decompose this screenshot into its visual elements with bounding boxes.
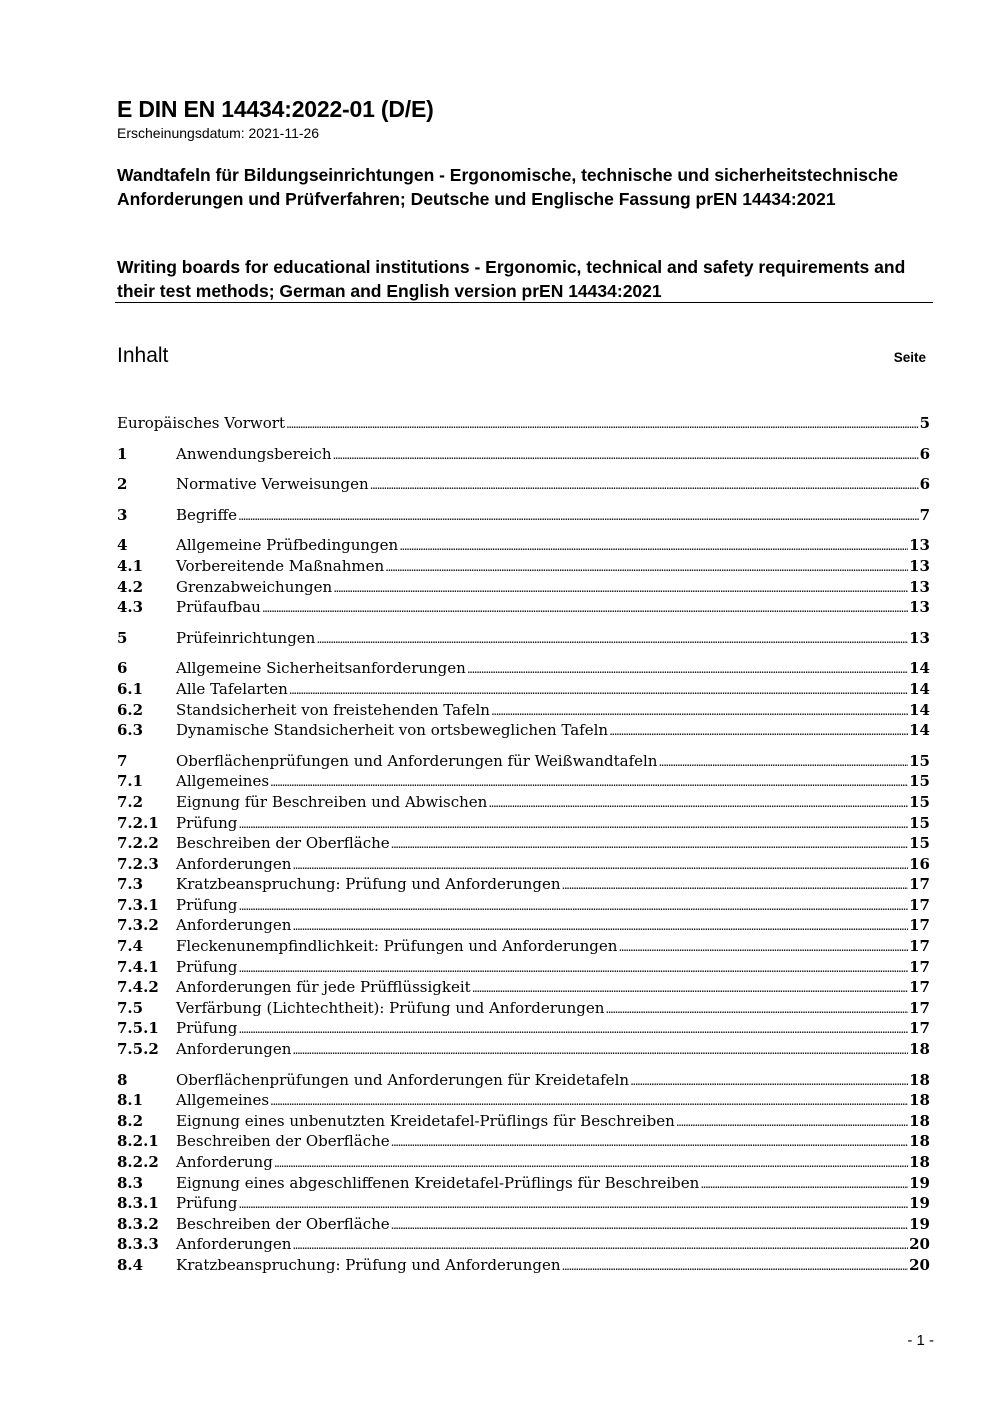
toc-entry[interactable] bbox=[117, 833, 930, 854]
toc-entry-title: Kratzbeanspruchung: Prüfung und Anforderungen bbox=[176, 1255, 561, 1274]
toc-entry-number: 8.3.2 bbox=[117, 1214, 159, 1233]
page-number: - 1 - bbox=[907, 1332, 934, 1349]
toc-entry-title: Dynamische Standsicherheit von ortsbeweglichen Tafeln bbox=[176, 721, 609, 740]
toc-entry-page: 16 bbox=[909, 854, 930, 873]
toc-entry-number: 6 bbox=[117, 659, 128, 678]
toc-entry-title: Oberflächenprüfungen und Anforderungen für Weißwandtafeln bbox=[176, 751, 658, 770]
contents-heading: Inhalt bbox=[117, 344, 169, 367]
toc-entry-page: 18 bbox=[909, 1091, 930, 1110]
toc-entry-number: 7.3.2 bbox=[117, 916, 159, 935]
toc-dot-leader bbox=[238, 1193, 908, 1215]
toc-entry-page: 17 bbox=[909, 875, 930, 894]
toc-entry[interactable] bbox=[117, 679, 930, 700]
toc-entry-page: 17 bbox=[909, 957, 930, 976]
toc-entry-page: 20 bbox=[909, 1235, 930, 1254]
toc-entry-page: 6 bbox=[919, 444, 930, 463]
toc-entry-number: 8.2.2 bbox=[117, 1153, 159, 1171]
toc-entry[interactable] bbox=[117, 1070, 930, 1091]
toc-entry[interactable] bbox=[117, 1131, 930, 1152]
toc-entry[interactable] bbox=[117, 1018, 930, 1039]
toc-entry-page: 14 bbox=[909, 679, 930, 698]
toc-entry-page: 13 bbox=[909, 628, 930, 647]
toc-entry-page: 20 bbox=[909, 1255, 930, 1274]
toc-dot-leader bbox=[391, 1214, 908, 1236]
toc-dot-leader bbox=[292, 915, 908, 937]
toc-entry[interactable] bbox=[117, 597, 930, 618]
toc-entry-number: 7.5 bbox=[117, 998, 144, 1017]
toc-entry-number: 7.4 bbox=[117, 937, 144, 956]
toc-entry-number: 7.1 bbox=[117, 772, 144, 791]
toc-dot-leader bbox=[238, 957, 908, 979]
toc-entry-number: 7.2.3 bbox=[117, 854, 159, 873]
toc-entry-page: 18 bbox=[909, 1070, 930, 1089]
toc-entry-title: Anforderungen bbox=[176, 916, 292, 935]
toc-entry-title: Anforderungen bbox=[176, 854, 292, 873]
toc-entry-page: 13 bbox=[909, 577, 930, 596]
toc-entry[interactable] bbox=[117, 957, 930, 978]
toc-entry-title: Anforderungen bbox=[176, 1235, 292, 1254]
toc-dot-leader bbox=[370, 474, 919, 496]
toc-entry-title: Eignung eines unbenutzten Kreidetafel-Prüflings für Beschreiben bbox=[176, 1111, 675, 1130]
toc-entry-title: Prüfung bbox=[176, 1019, 238, 1038]
toc-entry-number: 7.5.1 bbox=[117, 1019, 159, 1038]
toc-entry-title: Beschreiben der Oberfläche bbox=[176, 834, 390, 853]
toc-entry-title: Prüfung bbox=[176, 813, 238, 832]
toc-entry-page: 17 bbox=[909, 998, 930, 1017]
toc-entry-title: Anforderungen für jede Prüfflüssigkeit bbox=[176, 978, 471, 997]
toc-entry-page: 5 bbox=[919, 414, 930, 432]
toc-dot-leader bbox=[238, 1018, 908, 1040]
toc-entry-number: 8.2 bbox=[117, 1111, 144, 1130]
page-column-label: Seite bbox=[893, 350, 926, 365]
toc-entry-page: 19 bbox=[909, 1173, 930, 1192]
toc-entry-title: Prüfung bbox=[176, 1194, 238, 1213]
toc-dot-leader bbox=[238, 505, 919, 527]
toc-dot-leader bbox=[286, 413, 919, 435]
document-title-german: Wandtafeln für Bildungseinrichtungen - Ergonomische, technische und sicherheitstechnische Anforderungen und Prüfverfahren; Deutsche und Englische Fassung prEN 14434:2021 bbox=[117, 165, 899, 209]
document-id: E DIN EN 14434:2022-01 (D/E) bbox=[117, 96, 434, 122]
toc-entry-title: Fleckenunempfindlichkeit: Prüfungen und Anforderungen bbox=[176, 937, 618, 956]
toc-dot-leader bbox=[274, 1152, 908, 1174]
toc-entry-number: 6.1 bbox=[117, 679, 144, 698]
toc-entry[interactable] bbox=[117, 658, 930, 679]
toc-entry[interactable] bbox=[117, 792, 930, 813]
toc-entry-number: 8.3 bbox=[117, 1173, 144, 1192]
toc-entry-page: 18 bbox=[909, 1153, 930, 1171]
toc-entry[interactable] bbox=[117, 751, 930, 772]
toc-entry-page: 18 bbox=[909, 1111, 930, 1130]
toc-entry-number: 3 bbox=[117, 505, 128, 524]
toc-entry-number: 7.4.1 bbox=[117, 957, 159, 976]
toc-entry[interactable] bbox=[117, 1255, 930, 1276]
toc-entry-title: Prüfung bbox=[176, 895, 238, 914]
toc-dot-leader bbox=[630, 1070, 908, 1092]
toc-entry[interactable] bbox=[117, 1152, 930, 1173]
toc-entry[interactable] bbox=[117, 915, 930, 936]
toc-entry-number: 8.1 bbox=[117, 1091, 144, 1110]
toc-entry-title: Anforderung bbox=[176, 1153, 273, 1171]
toc-entry-number: 8.4 bbox=[117, 1255, 144, 1274]
toc-entry-number: 4.1 bbox=[117, 556, 144, 575]
toc-entry-title: Alle Tafelarten bbox=[176, 679, 288, 698]
toc-dot-leader bbox=[292, 1234, 908, 1256]
toc-entry-title: Vorbereitende Maßnahmen bbox=[176, 556, 385, 575]
toc-entry-title: Allgemeine Prüfbedingungen bbox=[176, 536, 399, 555]
toc-entry-number: 6.2 bbox=[117, 700, 144, 719]
toc-entry-page: 19 bbox=[909, 1194, 930, 1213]
toc-entry-page: 17 bbox=[909, 978, 930, 997]
toc-dot-leader bbox=[238, 895, 908, 917]
toc-entry-title: Kratzbeanspruchung: Prüfung und Anforderungen bbox=[176, 875, 561, 894]
toc-dot-leader bbox=[676, 1111, 908, 1133]
title-divider bbox=[115, 302, 933, 303]
toc-entry-title: Anforderungen bbox=[176, 1040, 292, 1059]
toc-entry-page: 15 bbox=[909, 772, 930, 791]
toc-entry[interactable] bbox=[117, 700, 930, 721]
toc-entry-number: 8 bbox=[117, 1070, 128, 1089]
toc-entry[interactable] bbox=[117, 1193, 930, 1214]
toc-entry[interactable] bbox=[117, 413, 930, 434]
toc-entry[interactable] bbox=[117, 556, 930, 577]
publication-date: Erscheinungsdatum: 2021-11-26 bbox=[117, 125, 320, 141]
toc-entry[interactable] bbox=[117, 505, 930, 526]
toc-entry-page: 7 bbox=[919, 505, 930, 524]
toc-entry-page: 17 bbox=[909, 1019, 930, 1038]
toc-entry-page: 6 bbox=[919, 475, 930, 494]
toc-entry[interactable] bbox=[117, 977, 930, 998]
toc-dot-leader bbox=[270, 771, 908, 793]
toc-dot-leader bbox=[562, 1255, 909, 1277]
toc-entry[interactable] bbox=[117, 1090, 930, 1111]
toc-entry-number: 5 bbox=[117, 628, 128, 647]
document-title-english: Writing boards for educational institutions - Ergonomic, technical and safety requirements and their test methods; German and English version prEN 14434:2021 bbox=[117, 257, 906, 301]
toc-dot-leader bbox=[270, 1090, 908, 1112]
toc-entry-title: Eignung eines abgeschliffenen Kreidetafel-Prüflings für Beschreiben bbox=[176, 1173, 700, 1192]
toc-dot-leader bbox=[391, 1131, 908, 1153]
toc-entry-number: 7.5.2 bbox=[117, 1040, 159, 1059]
toc-entry-number: 7.4.2 bbox=[117, 978, 159, 997]
toc-entry-number: 8.3.3 bbox=[117, 1235, 159, 1254]
toc-entry[interactable] bbox=[117, 1039, 930, 1060]
toc-entry[interactable] bbox=[117, 813, 930, 834]
toc-dot-leader bbox=[391, 833, 908, 855]
toc-entry-title: Prüfeinrichtungen bbox=[176, 628, 316, 647]
toc-entry[interactable] bbox=[117, 874, 930, 895]
toc-dot-leader bbox=[385, 556, 908, 578]
toc-entry-title: Allgemeines bbox=[176, 1091, 270, 1110]
toc-dot-leader bbox=[605, 998, 908, 1020]
toc-entry[interactable] bbox=[117, 720, 930, 741]
toc-entry-page: 17 bbox=[909, 916, 930, 935]
table-of-contents bbox=[117, 413, 930, 1276]
toc-dot-leader bbox=[333, 577, 908, 599]
toc-entry-page: 15 bbox=[909, 751, 930, 770]
toc-entry-title: Allgemeine Sicherheitsanforderungen bbox=[176, 659, 466, 678]
toc-entry-number: 8.3.1 bbox=[117, 1194, 159, 1213]
toc-dot-leader bbox=[289, 679, 908, 701]
toc-dot-leader bbox=[332, 444, 918, 466]
toc-entry-number: 7.3 bbox=[117, 875, 144, 894]
toc-dot-leader bbox=[700, 1173, 908, 1195]
toc-dot-leader bbox=[618, 936, 908, 958]
toc-entry-page: 18 bbox=[909, 1040, 930, 1059]
toc-entry-number: 2 bbox=[117, 475, 128, 494]
toc-entry-title: Beschreiben der Oberfläche bbox=[176, 1132, 390, 1151]
toc-entry-page: 17 bbox=[909, 895, 930, 914]
toc-entry-title: Anwendungsbereich bbox=[176, 444, 332, 463]
toc-entry-page: 13 bbox=[909, 556, 930, 575]
toc-entry-page: 18 bbox=[909, 1132, 930, 1151]
toc-entry[interactable] bbox=[117, 998, 930, 1019]
toc-dot-leader bbox=[472, 977, 908, 999]
toc-entry-title: Eignung für Beschreiben und Abwischen bbox=[176, 792, 488, 811]
toc-entry-title: Verfärbung (Lichtechtheit): Prüfung und Anforderungen bbox=[176, 998, 605, 1017]
toc-entry[interactable] bbox=[117, 474, 930, 495]
toc-entry-number: 7 bbox=[117, 751, 128, 770]
toc-entry[interactable] bbox=[117, 628, 930, 649]
toc-dot-leader bbox=[238, 813, 908, 835]
toc-entry-title: Beschreiben der Oberfläche bbox=[176, 1214, 390, 1233]
toc-entry[interactable] bbox=[117, 1111, 930, 1132]
toc-entry-title: Europäisches Vorwort bbox=[117, 414, 285, 432]
toc-entry-title: Begriffe bbox=[176, 505, 238, 524]
toc-entry-number: 4 bbox=[117, 536, 128, 555]
toc-dot-leader bbox=[609, 720, 908, 742]
toc-entry-number: 1 bbox=[117, 444, 128, 463]
toc-entry-page: 13 bbox=[909, 536, 930, 555]
toc-entry-number: 7.3.1 bbox=[117, 895, 159, 914]
toc-entry-page: 15 bbox=[909, 792, 930, 811]
toc-dot-leader bbox=[292, 1039, 908, 1061]
toc-entry-page: 19 bbox=[909, 1214, 930, 1233]
toc-entry[interactable] bbox=[117, 1234, 930, 1255]
toc-dot-leader bbox=[658, 751, 908, 773]
toc-entry[interactable] bbox=[117, 936, 930, 957]
toc-entry-page: 14 bbox=[909, 700, 930, 719]
toc-entry[interactable] bbox=[117, 577, 930, 598]
toc-entry[interactable] bbox=[117, 1173, 930, 1194]
toc-entry-number: 6.3 bbox=[117, 721, 144, 740]
toc-entry-title: Prüfung bbox=[176, 957, 238, 976]
toc-dot-leader bbox=[488, 792, 908, 814]
toc-entry-page: 17 bbox=[909, 937, 930, 956]
toc-entry-title: Grenzabweichungen bbox=[176, 577, 333, 596]
toc-dot-leader bbox=[399, 535, 908, 557]
toc-entry-page: 14 bbox=[909, 721, 930, 740]
toc-dot-leader bbox=[467, 658, 908, 680]
toc-entry-page: 13 bbox=[909, 598, 930, 617]
toc-entry-number: 7.2.2 bbox=[117, 834, 159, 853]
toc-entry[interactable] bbox=[117, 535, 930, 556]
toc-entry-title: Normative Verweisungen bbox=[176, 475, 369, 494]
toc-dot-leader bbox=[562, 874, 909, 896]
toc-entry[interactable] bbox=[117, 854, 930, 875]
toc-entry[interactable] bbox=[117, 771, 930, 792]
toc-entry-title: Allgemeines bbox=[176, 772, 270, 791]
toc-dot-leader bbox=[262, 597, 908, 619]
toc-dot-leader bbox=[292, 854, 908, 876]
toc-entry-title: Oberflächenprüfungen und Anforderungen für Kreidetafeln bbox=[176, 1070, 630, 1089]
toc-dot-leader bbox=[316, 628, 908, 650]
toc-entry-page: 15 bbox=[909, 834, 930, 853]
toc-entry-number: 8.2.1 bbox=[117, 1132, 159, 1151]
toc-entry-number: 7.2.1 bbox=[117, 813, 159, 832]
toc-entry-page: 15 bbox=[909, 813, 930, 832]
toc-entry-number: 7.2 bbox=[117, 792, 144, 811]
toc-entry-page: 14 bbox=[909, 659, 930, 678]
toc-entry[interactable] bbox=[117, 1214, 930, 1235]
toc-entry[interactable] bbox=[117, 895, 930, 916]
toc-dot-leader bbox=[491, 700, 908, 722]
toc-entry[interactable] bbox=[117, 444, 930, 465]
toc-entry-number: 4.3 bbox=[117, 598, 144, 617]
toc-entry-title: Prüfaufbau bbox=[176, 598, 261, 617]
toc-entry-number: 4.2 bbox=[117, 577, 144, 596]
toc-entry-title: Standsicherheit von freistehenden Tafeln bbox=[176, 700, 490, 719]
